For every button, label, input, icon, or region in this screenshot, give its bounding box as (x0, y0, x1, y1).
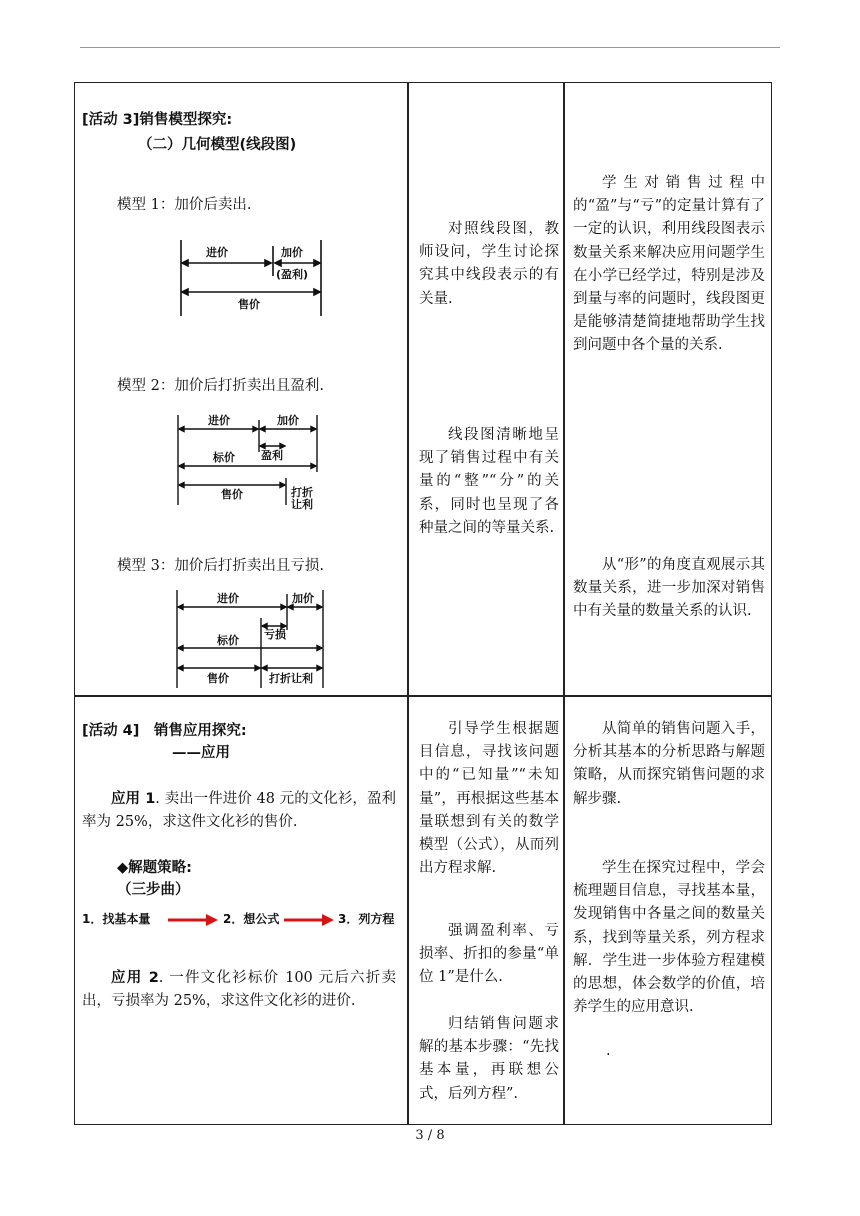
activity3-design-note-1: 学生对销售过程中的“盈”与“亏”的定量计算有了一定的认识，利用线段图表示数量关系来解决应用问题学生在小学已经学过，特别是涉及到量与率的问题时，线段图更是能够清楚简捷地帮助学生找到问题中各个量的关系. (573, 175, 765, 354)
model2-label: 模型 2：加价后打折卖出且盈利. (117, 378, 324, 394)
model3-label: 模型 3：加价后打折卖出且亏损. (117, 558, 324, 574)
application-2-text: . 一件文化衫标价 100 元后六折卖出，亏损率为 25%，求这件文化衫的进价. (82, 970, 396, 1010)
diag1-jinjia: 进价 (206, 246, 228, 259)
step-1: 1．找基本量 (82, 912, 151, 926)
segment-diagram-model3 (172, 586, 328, 690)
page-number: 3 / 8 (415, 1128, 445, 1143)
strategy-heading: ◆解题策略: (117, 860, 192, 876)
diag1-jiajia: 加价 (281, 246, 303, 259)
diag2-jiajia: 加价 (277, 414, 299, 427)
diag2-biaojia: 标价 (213, 451, 235, 464)
activity3-teacher-note-1: 对照线段图，教师设问，学生讨论探究其中线段表示的有关量. (419, 221, 559, 307)
activity4-design-note-3: . (606, 1043, 611, 1059)
activity4-teacher-note-3: 归结销售问题求解的基本步骤：“先找基本量，再联想公式，后列方程”. (419, 1016, 559, 1102)
three-steps-flow (82, 908, 402, 930)
diag2-dazhe: 打折 (291, 486, 313, 499)
activity4-subtitle: ——应用 (172, 745, 230, 761)
column-divider-1 (407, 83, 409, 1124)
diag3-jiajia: 加价 (292, 592, 314, 605)
diag3-biaojia: 标价 (217, 634, 239, 647)
diag2-yingli: 盈利 (261, 449, 283, 462)
row-divider (75, 695, 771, 697)
arrow-right-icon (284, 914, 334, 926)
activity4-title: [活动 4] 销售应用探究: (82, 723, 247, 739)
diag1-yingli: (盈利) (276, 268, 309, 281)
activity3-subtitle: （二）几何模型(线段图) (138, 137, 297, 153)
application-1 (82, 788, 396, 834)
activity4-teacher-note-2: 强调盈利率、亏损率、折扣的参量“单位 1”是什么. (419, 923, 559, 986)
step-3: 3．列方程 (338, 912, 395, 926)
application-1-text: . 卖出一件进价 48 元的文化衫，盈利率为 25%，求这件文化衫的售价. (82, 791, 396, 831)
column-divider-2 (563, 83, 565, 1124)
diag2-rangli: 让利 (291, 498, 313, 510)
step-2: 2．想公式 (223, 912, 280, 926)
activity4-design-note-2: 学生在探究过程中，学会梳理题目信息，寻找基本量，发现销售中各量之间的数量关系，找到等量关系，列方程求解．学生进一步体验方程建模的思想，体会数学的价值，培养学生的应用意识. (573, 860, 765, 1016)
activity3-design-note-2: 从“形”的角度直观展示其数量关系，进一步加深对销售中有关量的数量关系的认识. (573, 557, 765, 620)
activity3-teacher-note-2: 线段图清晰地呈现了销售过程中有关量的“整”“分”的关系，同时也呈现了各种量之间的等量关系. (419, 427, 559, 536)
diag3-shoujia: 售价 (207, 672, 229, 685)
application-2 (82, 967, 396, 1013)
header-rule (80, 47, 780, 48)
three-steps-label: （三步曲） (117, 882, 190, 898)
diag3-dazherangli: 打折让利 (269, 672, 313, 685)
diag3-kuisun: 亏损 (264, 628, 286, 641)
activity4-teacher-note-1: 引导学生根据题目信息，寻找该问题中的“已知量”“未知量”，再根据这些基本量联想到有关的数学模型（公式），从而列出方程求解. (419, 721, 559, 877)
model1-label: 模型 1：加价后卖出. (117, 197, 252, 213)
diag2-jinjia: 进价 (208, 414, 230, 427)
segment-diagram-model1 (176, 238, 326, 320)
segment-diagram-model2 (173, 410, 323, 510)
arrow-right-icon (168, 914, 218, 926)
diag1-shoujia: 售价 (238, 298, 260, 311)
activity4-design-note-1: 从简单的销售问题入手，分析其基本的分析思路与解题策略，从而探究销售问题的求解步骤. (573, 721, 765, 807)
activity3-title: [活动 3]销售模型探究: (82, 112, 233, 128)
diag2-shoujia: 售价 (221, 488, 243, 501)
diag3-jinjia: 进价 (217, 592, 239, 605)
application-1-label: 应用 1 (111, 791, 156, 807)
application-2-label: 应用 2 (111, 970, 159, 986)
